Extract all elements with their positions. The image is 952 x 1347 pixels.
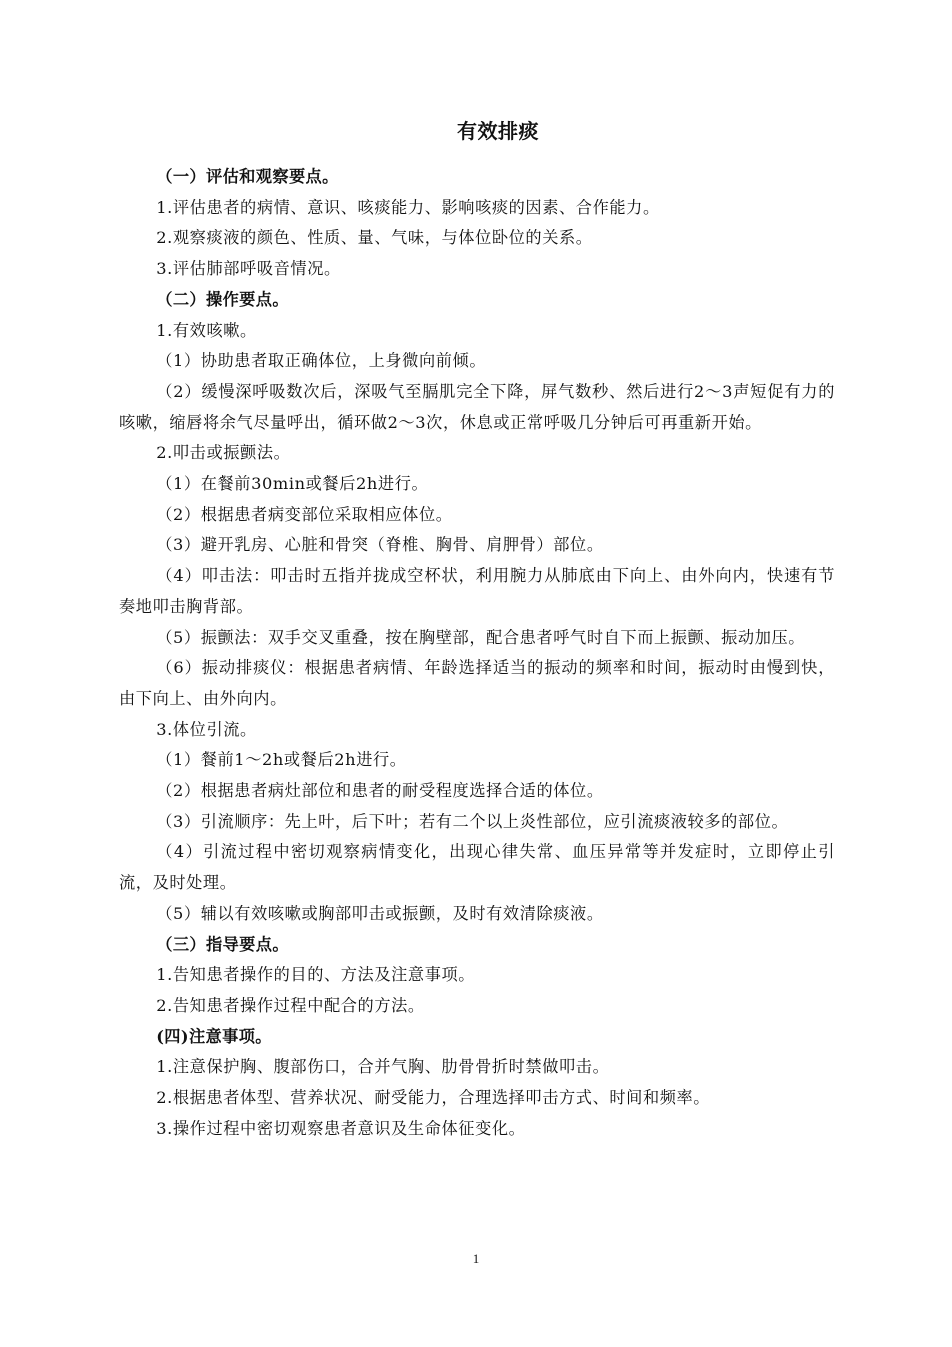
- section-heading: (四)注意事项。: [156, 1026, 272, 1046]
- paragraph: 2.根据患者体型、营养状况、耐受能力，合理选择叩击方式、时间和频率。: [156, 1088, 711, 1108]
- paragraph: （5）振颤法：双手交叉重叠，按在胸壁部，配合患者呼气时自下而上振颤、振动加压。: [156, 627, 806, 647]
- paragraph: 1.评估患者的病情、意识、咳痰能力、影响咳痰的因素、合作能力。: [156, 197, 660, 217]
- paragraph: （2）根据患者病变部位采取相应体位。: [156, 504, 453, 524]
- paragraph: （2）根据患者病灶部位和患者的耐受程度选择合适的体位。: [156, 781, 604, 801]
- document-body: [119, 162, 835, 1145]
- page-number: 1: [472, 1251, 480, 1266]
- paragraph: 1.告知患者操作的目的、方法及注意事项。: [156, 965, 476, 985]
- paragraph: （1）餐前1～2h或餐后2h进行。: [156, 750, 407, 770]
- paragraph: 2.告知患者操作过程中配合的方法。: [156, 995, 425, 1015]
- paragraph: 3.体位引流。: [156, 719, 257, 739]
- paragraph: 3.操作过程中密切观察患者意识及生命体征变化。: [156, 1118, 526, 1138]
- paragraph: （1）在餐前30min或餐后2h进行。: [156, 474, 429, 494]
- paragraph: 1.有效咳嗽。: [156, 320, 257, 340]
- paragraph: （1）协助患者取正确体位，上身微向前倾。: [156, 351, 487, 371]
- paragraph: （3）避开乳房、心脏和骨突（脊椎、胸骨、肩胛骨）部位。: [156, 535, 604, 555]
- paragraph: （6）振动排痰仪：根据患者病情、年龄选择适当的振动的频率和时间，振动时由慢到快，由下向上、由外向内。: [119, 658, 835, 708]
- paragraph: （3）引流顺序：先上叶，后下叶；若有二个以上炎性部位，应引流痰液较多的部位。: [156, 811, 789, 831]
- paragraph: 3.评估肺部呼吸音情况。: [156, 259, 341, 279]
- paragraph: （5）辅以有效咳嗽或胸部叩击或振颤，及时有效清除痰液。: [156, 903, 604, 923]
- page-title: 有效排痰: [457, 119, 539, 143]
- paragraph: 2.叩击或振颤法。: [156, 443, 291, 463]
- paragraph: 2.观察痰液的颜色、性质、量、气味，与体位卧位的关系。: [156, 228, 593, 248]
- section-heading: （三）指导要点。: [156, 934, 289, 954]
- section-heading: （二）操作要点。: [156, 289, 289, 309]
- paragraph: （4）引流过程中密切观察病情变化，出现心律失常、血压异常等并发症时，立即停止引流，及时处理。: [119, 842, 835, 893]
- paragraph: （4）叩击法：叩击时五指并拢成空杯状，利用腕力从肺底由下向上、由外向内，快速有节奏地叩击胸背部。: [119, 566, 835, 616]
- section-heading: （一）评估和观察要点。: [156, 167, 339, 186]
- paragraph: 1.注意保护胸、腹部伤口，合并气胸、肋骨骨折时禁做叩击。: [156, 1057, 610, 1077]
- paragraph: （2）缓慢深呼吸数次后，深吸气至膈肌完全下降，屏气数秒、然后进行2～3声短促有力的咳嗽，缩唇将余气尽量呼出，循环做2～3次，休息或正常呼吸几分钟后可再重新开始。: [119, 381, 835, 432]
